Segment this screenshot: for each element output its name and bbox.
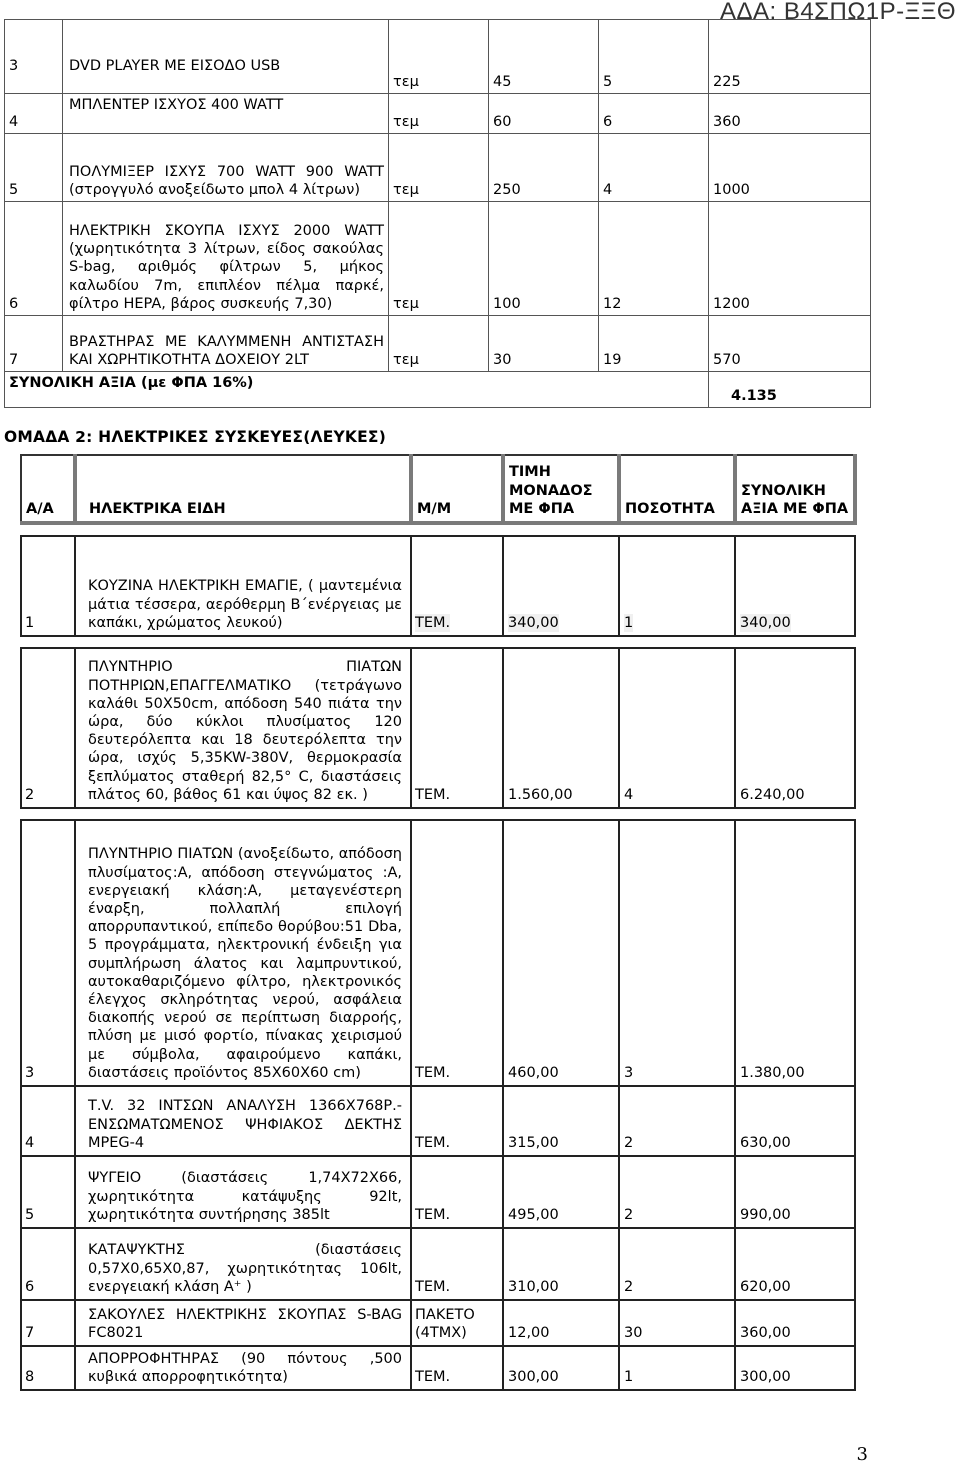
item-qty: 6 [599, 94, 709, 134]
row-number: 5 [5, 134, 63, 202]
row-spacer [21, 636, 855, 648]
item-description: ΠΟΛΥΜΙΞΕΡ ΙΣΧΥΣ 700 WATT 900 WATT (στρογγυλό ανοξείδωτο μπολ 4 λίτρων) [63, 134, 389, 202]
table-row [21, 648, 855, 808]
column-header-item: ΗΛΕΚΤΡΙΚΑ ΕΙΔΗ [75, 455, 411, 523]
item-price: 460,00 [503, 820, 619, 1086]
item-description: ΣΑΚΟΥΛΕΣ ΗΛΕΚΤΡΙΚΗΣ ΣΚΟΥΠΑΣ S-BAG FC8021 [75, 1300, 411, 1346]
row-number: 3 [5, 20, 63, 94]
item-price: 60 [489, 94, 599, 134]
total-value: 4.135 [709, 372, 871, 408]
item-price: 310,00 [503, 1228, 619, 1300]
item-qty: 4 [599, 134, 709, 202]
item-unit: ΤΕΜ. [411, 648, 503, 808]
item-price [503, 536, 619, 636]
table-row [5, 20, 871, 94]
item-total: 360 [709, 94, 871, 134]
item-price: 12,00 [503, 1300, 619, 1346]
item-unit: ΤΕΜ. [411, 1228, 503, 1300]
item-price: 45 [489, 20, 599, 94]
row-number: 6 [21, 1228, 75, 1300]
item-price-text: 340,00 [508, 614, 559, 631]
item-qty: 1 [619, 1346, 735, 1390]
item-description: Τ.V. 32 ΙΝΤΣΩΝ ΑΝΑΛΥΣΗ 1366Χ768Ρ.- ΕΝΣΩΜΑΤΩΜΕΝΟΣ ΨΗΦΙΑΚΟΣ ΔΕΚΤΗΣ MPEG-4 [75, 1086, 411, 1156]
item-total: 360,00 [735, 1300, 855, 1346]
row-spacer [21, 523, 855, 536]
item-unit: τεμ [389, 316, 489, 372]
item-qty: 19 [599, 316, 709, 372]
table-row [21, 1156, 855, 1228]
item-total-text: 340,00 [740, 614, 791, 631]
item-qty: 30 [619, 1300, 735, 1346]
row-number: 8 [21, 1346, 75, 1390]
column-header-total: ΣΥΝΟΛΙΚΗ ΑΞΙΑ ΜΕ ΦΠΑ [735, 455, 855, 523]
item-qty: 2 [619, 1228, 735, 1300]
item-total: 990,00 [735, 1156, 855, 1228]
item-total: 6.240,00 [735, 648, 855, 808]
item-description: DVD PLAYER ΜΕ ΕΙΣΟΔΟ USB [63, 20, 389, 94]
item-description: ΑΠΟΡΡΟΦΗΤΗΡΑΣ (90 πόντους ,500 κυβικά απορροφητικότητα) [75, 1346, 411, 1390]
item-price: 300,00 [503, 1346, 619, 1390]
item-unit-text: ΤΕΜ. [415, 614, 451, 631]
column-header-qty: ΠΟΣΟΤΗΤΑ [619, 455, 735, 523]
item-description: ΠΛΥΝΤΗΡΙΟ ΠΙΑΤΩΝ (ανοξείδωτο, απόδοση πλυσίματος:Α, απόδοση στεγνώματος :Α, ενεργειακή κλάση:Α, μεταγενέστερη έναρξη, πολλαπλή επιλογή απορρυπαντικού, επίπεδο θορύβου:51 Dba, 5 προγράμματα, ηλεκτρονική ένδειξη για συμπλήρωση άλατος και λαμπρυντικού, αυτοκαθαριζόμενο φίλτρο, ηλεκτρονικός έλεγχος σκληρότητας νερού, ασφάλεια διακοπής νερού σε περίπτωση διαρροής, πλύση με μισό φορτίο, πίνακας χειρισμού με σύμβολα, αφαιρούμενο καπάκι, διαστάσεις προϊόντος 85Χ60Χ60 cm) [75, 820, 411, 1086]
items-table-group2 [20, 454, 857, 1391]
item-unit: ΤΕΜ. [411, 1086, 503, 1156]
item-description: ΗΛΕΚΤΡΙΚΗ ΣΚΟΥΠΑ ΙΣΧΥΣ 2000 WATT (χωρητικότητα 3 λίτρων, είδος σακούλας S-bag, αριθμός φίλτρων 5, μήκος καλωδίου 7m, επιπλέον πέλμα παρκέ, φίλτρο HEPA, βάρος συσκευής 7,30) [63, 202, 389, 316]
column-header-aa: Α/Α [21, 455, 75, 523]
table-header-row [21, 455, 855, 523]
item-unit: ΠΑΚΕΤΟ (4ΤΜΧ) [411, 1300, 503, 1346]
row-number: 7 [21, 1300, 75, 1346]
row-number: 3 [21, 820, 75, 1086]
item-description: ΜΠΛΕΝΤΕΡ ΙΣΧΥΟΣ 400 WATT [63, 94, 389, 134]
row-number: 2 [21, 648, 75, 808]
row-number: 1 [21, 536, 75, 636]
item-total: 300,00 [735, 1346, 855, 1390]
item-total: 620,00 [735, 1228, 855, 1300]
table-row [5, 94, 871, 134]
row-number: 5 [21, 1156, 75, 1228]
item-total: 1200 [709, 202, 871, 316]
row-number: 7 [5, 316, 63, 372]
row-number: 6 [5, 202, 63, 316]
item-price: 1.560,00 [503, 648, 619, 808]
item-qty: 4 [619, 648, 735, 808]
item-price: 30 [489, 316, 599, 372]
item-unit: ΤΕΜ. [411, 1346, 503, 1390]
item-description: ΨΥΓΕΙΟ (διαστάσεις 1,74Χ72Χ66, χωρητικότητα κατάψυξης 92lt, χωρητικότητα συντήρησης 385lt [75, 1156, 411, 1228]
group-title: ΟΜΑΔΑ 2: ΗΛΕΚΤΡΙΚΕΣ ΣΥΣΚΕΥΕΣ(ΛΕΥΚΕΣ) [4, 428, 386, 446]
item-description: ΚΟΥΖΙΝΑ ΗΛΕΚΤΡΙΚΗ ΕΜΑΓΙΕ, ( μαντεμένια μάτια τέσσερα, αερόθερμη Β΄ενέργειας με καπάκι, χρώματος λευκού) [75, 536, 411, 636]
item-total: 630,00 [735, 1086, 855, 1156]
item-total: 1.380,00 [735, 820, 855, 1086]
item-total: 1000 [709, 134, 871, 202]
item-qty: 3 [619, 820, 735, 1086]
total-label: ΣΥΝΟΛΙΚΗ ΑΞΙΑ (με ΦΠΑ 16%) [5, 372, 709, 408]
item-price: 100 [489, 202, 599, 316]
item-qty: 2 [619, 1156, 735, 1228]
item-qty-text: 1 [624, 614, 634, 631]
table-row [5, 316, 871, 372]
item-price: 315,00 [503, 1086, 619, 1156]
table-row [21, 1086, 855, 1156]
items-table-group1 [4, 19, 871, 408]
item-unit [411, 536, 503, 636]
row-spacer [21, 808, 855, 820]
ada-code: ΑΔΑ: Β4ΣΠΩ1Ρ-ΞΞΘ [719, 0, 956, 25]
item-unit: ΤΕΜ. [411, 1156, 503, 1228]
item-qty: 5 [599, 20, 709, 94]
column-header-unit: Μ/Μ [411, 455, 503, 523]
item-price: 250 [489, 134, 599, 202]
table-row [21, 1346, 855, 1390]
total-row [5, 372, 871, 408]
item-qty: 2 [619, 1086, 735, 1156]
row-number: 4 [5, 94, 63, 134]
item-unit: τεμ [389, 94, 489, 134]
item-qty [619, 536, 735, 636]
item-price: 495,00 [503, 1156, 619, 1228]
item-unit: τεμ [389, 134, 489, 202]
item-total [735, 536, 855, 636]
column-header-price: ΤΙΜΗ ΜΟΝΑΔΟΣ ΜΕ ΦΠΑ [503, 455, 619, 523]
item-description: ΒΡΑΣΤΗΡΑΣ ΜΕ ΚΑΛΥΜΜΕΝΗ ΑΝΤΙΣΤΑΣΗ ΚΑΙ ΧΩΡΗΤΙΚΟΤΗΤΑ ΔΟΧΕΙΟΥ 2LT [63, 316, 389, 372]
table-row [5, 202, 871, 316]
item-total: 225 [709, 20, 871, 94]
item-qty: 12 [599, 202, 709, 316]
item-total: 570 [709, 316, 871, 372]
table-row [21, 1228, 855, 1300]
row-number: 4 [21, 1086, 75, 1156]
item-unit: ΤΕΜ. [411, 820, 503, 1086]
item-unit: τεμ [389, 202, 489, 316]
page-number: 3 [856, 1444, 868, 1465]
item-description: ΚΑΤΑΨΥΚΤΗΣ (διαστάσεις 0,57Χ0,65Χ0,87, χωρητικότητας 106lt, ενεργειακή κλάση Α⁺ ) [75, 1228, 411, 1300]
table-row [21, 1300, 855, 1346]
table-row [21, 536, 855, 636]
item-description: ΠΛΥΝΤΗΡΙΟ ΠΙΑΤΩΝ ΠΟΤΗΡΙΩΝ,ΕΠΑΓΓΕΛΜΑΤΙΚΟ (τετράγωνο καλάθι 50Χ50cm, απόδοση 540 πιάτα την ώρα, δύο κύκλοι πλυσίματος 120 δευτερόλεπτα και 18 δευτερόλεπτα την ώρα, ισχύς 5,35KW-380V, θερμοκρασία ξεπλύματος σταθερή 82,5° C, διαστάσεις πλάτος 60, βάθος 61 και ύψος 82 εκ. ) [75, 648, 411, 808]
item-unit: τεμ [389, 20, 489, 94]
table-row [5, 134, 871, 202]
table-row [21, 820, 855, 1086]
